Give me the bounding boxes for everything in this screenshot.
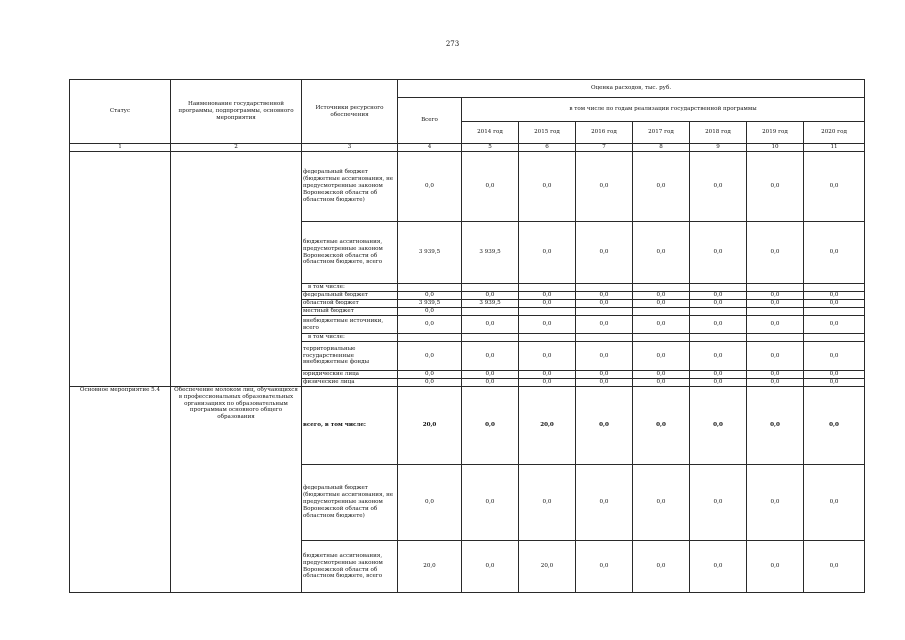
column-number: 5 xyxy=(462,144,519,152)
value-cell xyxy=(398,284,462,292)
page-number: 273 xyxy=(445,40,460,48)
value-cell: 0,0 xyxy=(398,379,462,387)
table-row xyxy=(70,387,865,465)
source-label: территориальные государственные внебюджетные фонды xyxy=(302,342,398,371)
value-cell: 0,0 xyxy=(398,152,462,222)
header-sources: Источники ресурсного обеспечения xyxy=(302,80,398,144)
source-label: местный бюджет xyxy=(302,308,398,316)
value-cell: 0,0 xyxy=(690,342,747,371)
value-cell: 0,0 xyxy=(690,541,747,593)
value-cell: 0,0 xyxy=(804,465,865,541)
value-cell: 0,0 xyxy=(519,292,576,300)
value-cell: 0,0 xyxy=(462,541,519,593)
value-cell xyxy=(462,284,519,292)
value-cell: 0,0 xyxy=(690,379,747,387)
source-label: федеральный бюджет xyxy=(302,292,398,300)
column-number: 9 xyxy=(690,144,747,152)
value-cell xyxy=(633,334,690,342)
value-cell: 0,0 xyxy=(576,316,633,334)
value-cell: 0,0 xyxy=(576,342,633,371)
value-cell: 0,0 xyxy=(462,316,519,334)
value-cell: 0,0 xyxy=(633,316,690,334)
value-cell: 0,0 xyxy=(398,292,462,300)
value-cell xyxy=(576,308,633,316)
value-cell: 0,0 xyxy=(462,379,519,387)
status-cell-empty xyxy=(70,152,171,387)
value-cell: 0,0 xyxy=(804,222,865,284)
year-header: 2016 год xyxy=(576,122,633,144)
value-cell xyxy=(804,308,865,316)
value-cell: 0,0 xyxy=(633,541,690,593)
value-cell: 0,0 xyxy=(633,379,690,387)
column-number: 8 xyxy=(633,144,690,152)
value-cell xyxy=(690,334,747,342)
value-cell: 0,0 xyxy=(576,371,633,379)
value-cell: 0,0 xyxy=(804,342,865,371)
value-cell: 0,0 xyxy=(576,300,633,308)
value-cell xyxy=(576,334,633,342)
measure-name-cell: Обеспечение молоком лиц, обучающихся в профессиональных образовательных организациях по образовательным программам основного общего образования xyxy=(171,387,302,593)
source-label: федеральный бюджет (бюджетные ассигнования, не предусмотренные законом Воронежской области об областном бюджете) xyxy=(302,465,398,541)
value-cell: 0,0 xyxy=(519,371,576,379)
value-cell: 0,0 xyxy=(462,371,519,379)
header-total: Всего xyxy=(398,98,462,144)
value-cell: 0,0 xyxy=(576,379,633,387)
value-cell: 0,0 xyxy=(519,222,576,284)
value-cell: 0,0 xyxy=(633,465,690,541)
source-label: всего, в том числе: xyxy=(302,387,398,465)
value-cell: 0,0 xyxy=(519,152,576,222)
value-cell: 0,0 xyxy=(804,541,865,593)
value-cell: 0,0 xyxy=(519,316,576,334)
column-number: 4 xyxy=(398,144,462,152)
value-cell: 0,0 xyxy=(398,342,462,371)
value-cell: 0,0 xyxy=(462,387,519,465)
value-cell: 20,0 xyxy=(398,387,462,465)
value-cell: 20,0 xyxy=(519,387,576,465)
header-by-years: в том числе по годам реализации государственной программы xyxy=(462,98,865,122)
header-status: Статус xyxy=(70,80,171,144)
source-label: физические лица xyxy=(302,379,398,387)
value-cell: 0,0 xyxy=(690,152,747,222)
value-cell: 0,0 xyxy=(747,300,804,308)
value-cell: 0,0 xyxy=(690,222,747,284)
value-cell xyxy=(690,308,747,316)
value-cell: 0,0 xyxy=(804,387,865,465)
value-cell: 0,0 xyxy=(747,316,804,334)
value-cell: 0,0 xyxy=(804,379,865,387)
value-cell: 3 939,5 xyxy=(462,300,519,308)
value-cell: 0,0 xyxy=(576,222,633,284)
year-header: 2015 год xyxy=(519,122,576,144)
value-cell: 0,0 xyxy=(747,152,804,222)
value-cell xyxy=(747,308,804,316)
value-cell xyxy=(519,334,576,342)
value-cell: 0,0 xyxy=(576,292,633,300)
value-cell: 0,0 xyxy=(462,292,519,300)
value-cell xyxy=(462,334,519,342)
value-cell: 0,0 xyxy=(690,292,747,300)
value-cell xyxy=(519,308,576,316)
value-cell: 0,0 xyxy=(804,371,865,379)
value-cell: 0,0 xyxy=(633,292,690,300)
source-label: бюджетные ассигнования, предусмотренные законом Воронежской области об областном бюджете, всего xyxy=(302,222,398,284)
header-name: Наименование государственной программы, подпрограммы, основного мероприятия xyxy=(171,80,302,144)
value-cell: 0,0 xyxy=(462,152,519,222)
value-cell: 20,0 xyxy=(398,541,462,593)
value-cell: 0,0 xyxy=(462,342,519,371)
value-cell: 0,0 xyxy=(576,152,633,222)
value-cell xyxy=(633,284,690,292)
column-number: 7 xyxy=(576,144,633,152)
year-header: 2018 год xyxy=(690,122,747,144)
value-cell: 0,0 xyxy=(519,379,576,387)
value-cell: 20,0 xyxy=(519,541,576,593)
column-number: 1 xyxy=(70,144,171,152)
value-cell: 0,0 xyxy=(633,152,690,222)
source-label: внебюджетные источники, всего xyxy=(302,316,398,334)
value-cell: 0,0 xyxy=(519,465,576,541)
value-cell xyxy=(576,284,633,292)
column-number: 11 xyxy=(804,144,865,152)
source-label: юридические лица xyxy=(302,371,398,379)
value-cell: 0,0 xyxy=(519,300,576,308)
value-cell xyxy=(804,284,865,292)
name-cell-empty xyxy=(171,152,302,387)
value-cell xyxy=(690,284,747,292)
value-cell: 0,0 xyxy=(804,152,865,222)
value-cell: 0,0 xyxy=(398,465,462,541)
value-cell xyxy=(633,308,690,316)
value-cell: 0,0 xyxy=(747,465,804,541)
value-cell: 0,0 xyxy=(576,465,633,541)
expense-table xyxy=(69,79,865,593)
value-cell xyxy=(804,334,865,342)
value-cell: 0,0 xyxy=(633,342,690,371)
value-cell: 0,0 xyxy=(747,292,804,300)
value-cell: 0,0 xyxy=(804,300,865,308)
year-header: 2014 год xyxy=(462,122,519,144)
year-header: 2020 год xyxy=(804,122,865,144)
source-label: в том числе: xyxy=(302,334,398,342)
value-cell: 0,0 xyxy=(804,292,865,300)
value-cell: 0,0 xyxy=(398,308,462,316)
value-cell: 0,0 xyxy=(747,541,804,593)
column-number: 6 xyxy=(519,144,576,152)
value-cell: 0,0 xyxy=(633,222,690,284)
value-cell: 0,0 xyxy=(576,387,633,465)
value-cell: 0,0 xyxy=(804,316,865,334)
source-label: федеральный бюджет (бюджетные ассигнования, не предусмотренные законом Воронежской области об областном бюджете) xyxy=(302,152,398,222)
source-label: бюджетные ассигнования, предусмотренные законом Воронежской области об областном бюджете, всего xyxy=(302,541,398,593)
value-cell: 0,0 xyxy=(576,541,633,593)
status-cell: Основное мероприятие 5.4 xyxy=(70,387,171,593)
source-label: областной бюджет xyxy=(302,300,398,308)
value-cell: 3 939,5 xyxy=(398,300,462,308)
value-cell xyxy=(747,334,804,342)
value-cell: 3 939,5 xyxy=(462,222,519,284)
value-cell: 0,0 xyxy=(747,371,804,379)
year-header: 2017 год xyxy=(633,122,690,144)
header-estimate: Оценка расходов, тыс. руб. xyxy=(398,80,865,98)
value-cell: 0,0 xyxy=(747,379,804,387)
value-cell: 0,0 xyxy=(747,222,804,284)
value-cell: 0,0 xyxy=(747,342,804,371)
value-cell: 0,0 xyxy=(690,316,747,334)
value-cell: 0,0 xyxy=(690,465,747,541)
value-cell: 0,0 xyxy=(747,387,804,465)
value-cell: 0,0 xyxy=(462,465,519,541)
value-cell: 0,0 xyxy=(633,387,690,465)
value-cell: 0,0 xyxy=(690,387,747,465)
column-number: 10 xyxy=(747,144,804,152)
value-cell: 0,0 xyxy=(690,371,747,379)
table-row xyxy=(70,152,865,222)
year-header: 2019 год xyxy=(747,122,804,144)
value-cell xyxy=(747,284,804,292)
value-cell: 0,0 xyxy=(398,316,462,334)
source-label: в том числе: xyxy=(302,284,398,292)
value-cell: 0,0 xyxy=(519,342,576,371)
value-cell xyxy=(462,308,519,316)
value-cell: 3 939,5 xyxy=(398,222,462,284)
value-cell xyxy=(519,284,576,292)
column-number: 3 xyxy=(302,144,398,152)
column-number: 2 xyxy=(171,144,302,152)
value-cell xyxy=(398,334,462,342)
value-cell: 0,0 xyxy=(633,371,690,379)
value-cell: 0,0 xyxy=(633,300,690,308)
value-cell: 0,0 xyxy=(690,300,747,308)
value-cell: 0,0 xyxy=(398,371,462,379)
